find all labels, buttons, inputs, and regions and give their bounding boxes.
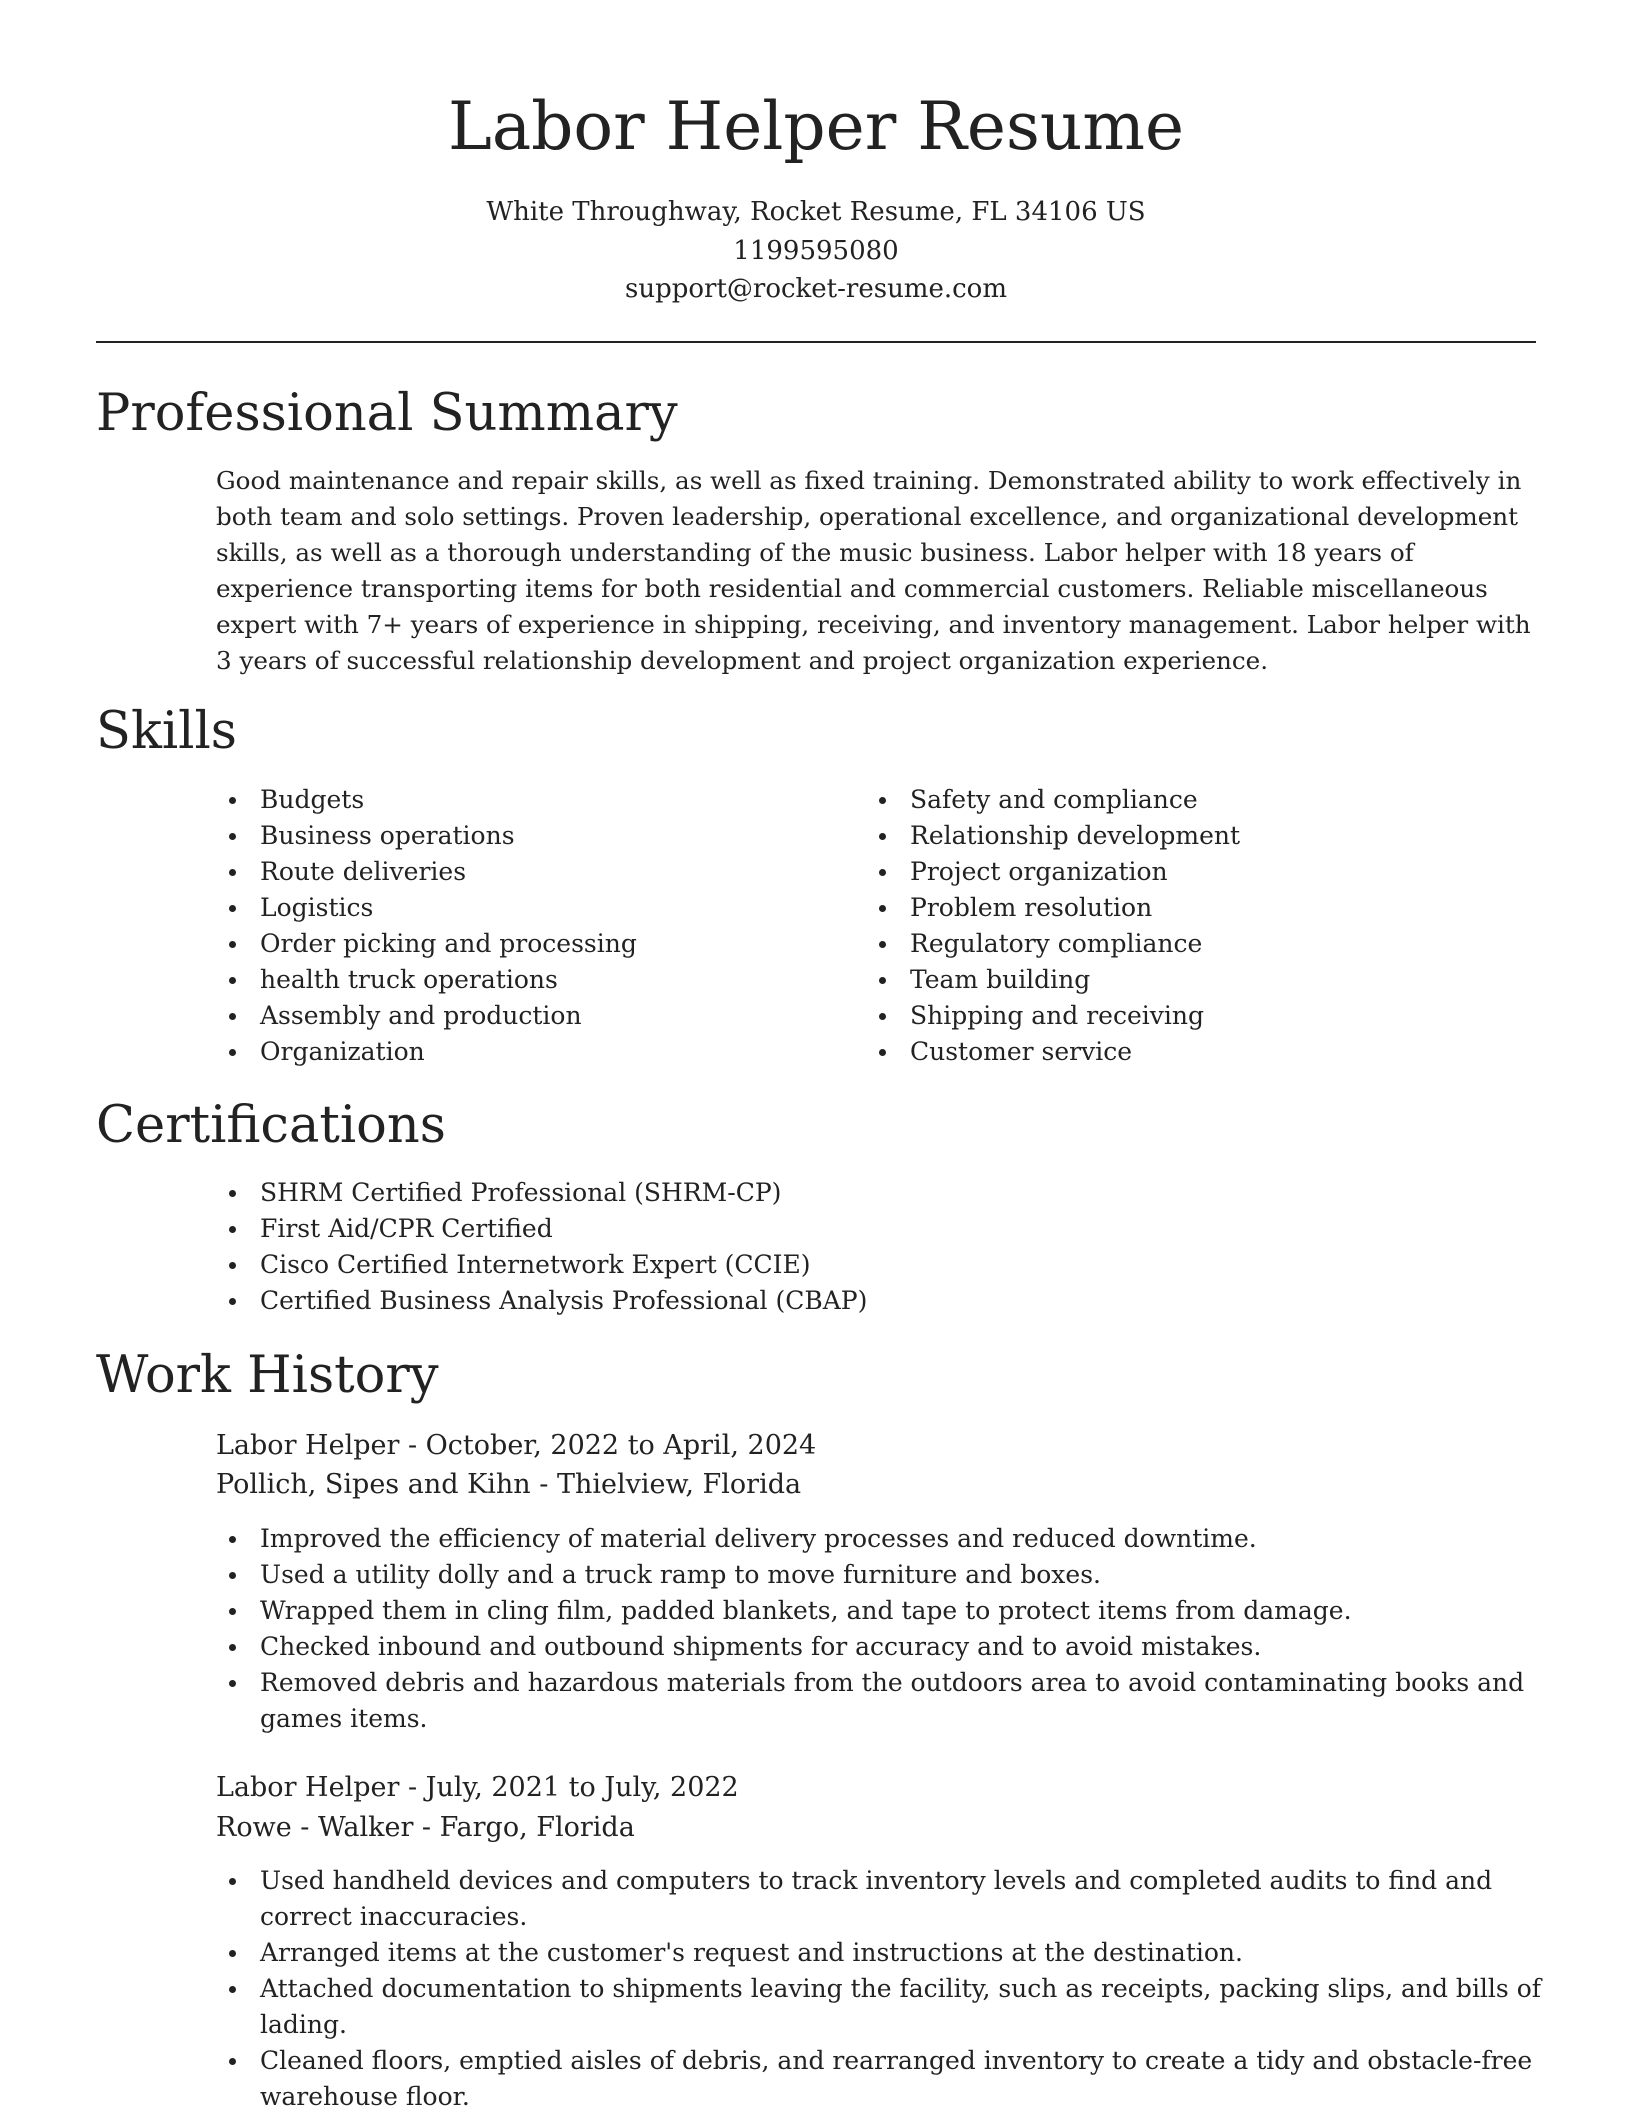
job-bullet: Attached documentation to shipments leaving the facility, such as receipts, packing slips, and bills of lading. [216,1971,1546,2043]
skill-item: Customer service [866,1034,1516,1070]
certification-item: Certified Business Analysis Professional (CBAP) [216,1283,1516,1319]
job-bullet: Arranged items at the customer's request and instructions at the destination. [216,1935,1546,1971]
skill-item: Order picking and processing [216,926,816,962]
skills-list-right [866,782,1516,1070]
skill-item: Relationship development [866,818,1516,854]
job-title-line: Labor Helper - July, 2021 to July, 2022 [216,1772,739,1803]
skill-item: Logistics [216,890,816,926]
job-title-line: Labor Helper - October, 2022 to April, 2024 [216,1430,817,1461]
certification-item: SHRM Certified Professional (SHRM-CP) [216,1175,1516,1211]
skill-item: Business operations [216,818,816,854]
section-title-skills: Skills [96,702,237,761]
job-company-line: Rowe - Walker - Fargo, Florida [216,1812,635,1843]
skill-item: Problem resolution [866,890,1516,926]
certifications-list [216,1175,1516,1319]
section-title-certifications: Certifications [96,1096,446,1155]
job-company-line: Pollich, Sipes and Kihn - Thielview, Florida [216,1469,802,1500]
skill-item: Safety and compliance [866,782,1516,818]
skills-list-left [216,782,816,1070]
resume-title: Labor Helper Resume [447,88,1185,165]
skill-item: Shipping and receiving [866,998,1516,1034]
contact-address: White Throughway, Rocket Resume, FL 34106 US [486,197,1146,227]
job-bullet: Cleaned floors, emptied aisles of debris, and rearranged inventory to create a tidy and obstacle-free warehouse floor. [216,2043,1546,2115]
skill-item: Organization [216,1034,816,1070]
contact-phone: 1199595080 [733,235,899,266]
job-bullet: Checked inbound and outbound shipments for accuracy and to avoid mistakes. [216,1629,1546,1665]
skill-item: Assembly and production [216,998,816,1034]
job-bullet: Improved the efficiency of material delivery processes and reduced downtime. [216,1521,1546,1557]
certification-item: Cisco Certified Internetwork Expert (CCIE) [216,1247,1516,1283]
job-bullet: Used a utility dolly and a truck ramp to move furniture and boxes. [216,1557,1546,1593]
section-title-work-history: Work History [96,1346,439,1405]
summary-text: Good maintenance and repair skills, as well as fixed training. Demonstrated ability to work effectively in both team and solo settings. Proven leadership, operational excellence, and organizational development skills, as well as a thorough understanding of the music business. Labor helper with 18 years of experience transporting items for both residential and commercial customers. Reliable miscellaneous expert with 7+ years of experience in shipping, receiving, and inventory management. Labor helper with 3 years of successful relationship development and project organization experience. [216,466,1531,675]
job-bullet: Used handheld devices and computers to track inventory levels and completed audits to find and correct inaccuracies. [216,1863,1546,1935]
skill-item: Route deliveries [216,854,816,890]
job-bullets [216,1521,1546,1737]
skill-item: Project organization [866,854,1516,890]
header-divider [96,341,1536,343]
job-bullet: Removed debris and hazardous materials from the outdoors area to avoid contaminating books and games items. [216,1665,1546,1737]
skill-item: health truck operations [216,962,816,998]
skill-item: Regulatory compliance [866,926,1516,962]
section-title-summary: Professional Summary [96,384,678,443]
certification-item: First Aid/CPR Certified [216,1211,1516,1247]
skill-item: Budgets [216,782,816,818]
contact-email: support@rocket-resume.com [624,274,1007,304]
skill-item: Team building [866,962,1516,998]
job-bullets [216,1863,1546,2115]
contact-block [0,193,1632,309]
job-bullet: Wrapped them in cling film, padded blankets, and tape to protect items from damage. [216,1593,1546,1629]
